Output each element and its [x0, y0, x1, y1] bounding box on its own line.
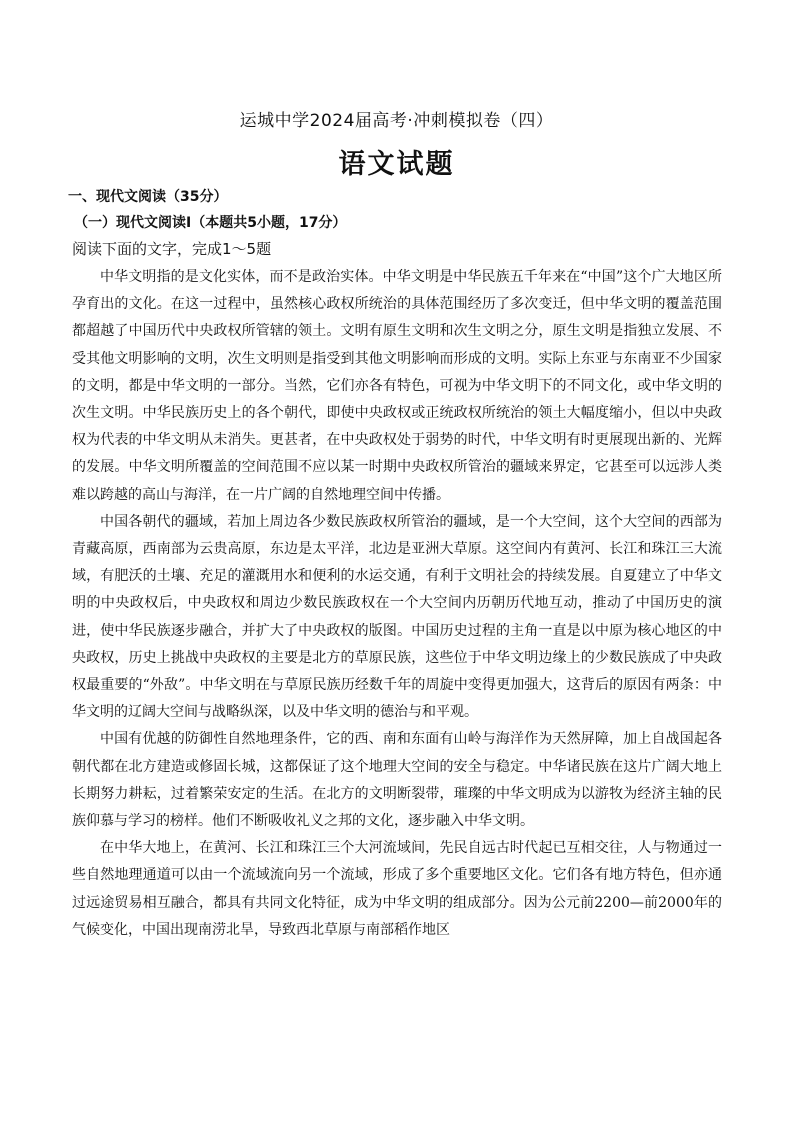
passage-paragraph: 在中华大地上，在黄河、长江和珠江三个大河流域间，先民自远古时代起已互相交往，人与物通过一些自然地理通道可以由一个流域流向另一个流域，形成了多个重要地区文化。它们各有地方特色，但亦通过远途贸易相互融合，都具有共同文化特征，成为中华文明的组成部分。因为公元前2200—前2000年的气候变化，中国出现南涝北旱，导致西北草原与南部稻作地区 [72, 840, 722, 938]
section-heading: 一、现代文阅读（35分） [68, 189, 228, 205]
reading-instruction: 阅读下面的文字，完成1～5题 [72, 240, 272, 258]
subsection-heading: （一）现代文阅读Ⅰ（本题共5小题，17分） [74, 215, 347, 231]
passage-paragraph: 中国各朝代的疆域，若加上周边各少数民族政权所管治的疆域，是一个大空间，这个大空间的西部为青藏高原，西南部为云贵高原，东边是太平洋，北边是亚洲大草原。这空间内有黄河、长江和珠江三大流域，有肥沃的土壤、充足的灌溉用水和便利的水运交通，有利于文明社会的持续发展。自夏建立了中华文明的中央政权后，中央政权和周边少数民族政权在一个大空间内历朝历代地互动，推动了中国历史的演进，使中华民族逐步融合，并扩大了中央政权的版图。中国历史过程的主角一直是以中原为核心地区的中央政权，历史上挑战中央政权的主要是北方的草原民族，这些位于中华文明边缘上的少数民族成了中央政权最重要的“外敌”。中华文明在与草原民族历经数千年的周旋中变得更加强大，这背后的原因有两条：中华文明的辽阔大空间与战略纵深，以及中华文明的德治与和平观。 [72, 513, 722, 721]
passage-body [72, 264, 722, 944]
passage-paragraph: 中华文明指的是文化实体，而不是政治实体。中华文明是中华民族五千年来在“中国”这个广大地区所孕育出的文化。在这一过程中，虽然核心政权所统治的具体范围经历了多次变迁，但中华文明的覆盖范围都超越了中国历代中央政权所管辖的领土。文明有原生文明和次生文明之分，原生文明是指独立发展、不受其他文明影响的文明，次生文明则是指受到其他文明影响而形成的文明。实际上东亚与东南亚不少国家的文明，都是中华文明的一部分。当然，它们亦各有特色，可视为中华文明下的不同文化，或中华文明的次生文明。中华民族历史上的各个朝代，即使中央政权或正统政权所统治的领土大幅度缩小，但以中央政权为代表的中华文明从未消失。更甚者，在中央政权处于弱势的时代，中华文明有时更展现出新的、光辉的发展。中华文明所覆盖的空间范围不应以某一时期中央政权所管治的疆域来界定，它甚至可以远涉人类难以跨越的高山与海洋，在一片广阔的自然地理空间中传播。 [72, 269, 722, 503]
exam-subtitle: 运城中学2024届高考·冲刺模拟卷（四） [239, 111, 554, 131]
page-title: 语文试题 [338, 149, 455, 180]
passage-paragraph: 中国有优越的防御性自然地理条件，它的西、南和东面有山岭与海洋作为天然屏障，加上自战国起各朝代都在北方建造或修固长城，这都保证了这个地理大空间的安全与稳定。中华诸民族在这片广阔大地上长期努力耕耘，过着繁荣安定的生活。在北方的文明断裂带，璀璨的中华文明成为以游牧为经济主轴的民族仰慕与学习的榜样。他们不断吸收礼义之邦的文化，逐步融入中华文明。 [72, 731, 722, 830]
